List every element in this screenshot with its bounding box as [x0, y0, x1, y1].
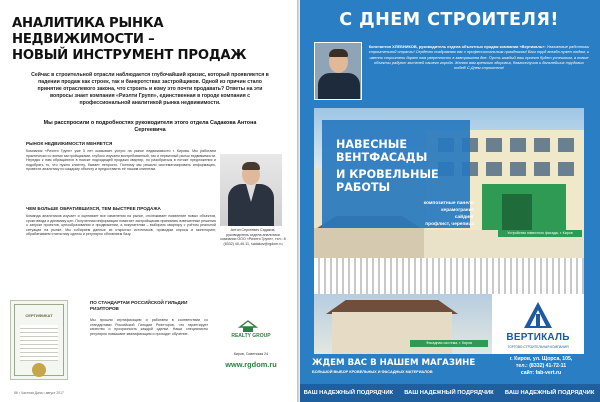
promo-box: [322, 120, 474, 228]
section-heading-2: ЧЕМ БОЛЬШЕ ОБРАТИВШИХСЯ, ТЕМ БЫСТРЕЕ ПРОДАЖА: [26, 206, 161, 211]
certificate-label: СЕРТИФИКАТ: [25, 313, 53, 318]
promo-item: композитные панели: [423, 201, 474, 206]
vertikal-mark-icon: [522, 300, 554, 330]
website-link[interactable]: www.rgdom.ru: [225, 360, 277, 369]
promo-items-list: [398, 200, 474, 228]
realty-group-logo: [214, 320, 288, 342]
promo-item: керамогранит: [441, 208, 474, 213]
greeting-text: Уважаемые работники строительной отрасли! Сердечно поздравляю вас с профессиональным праздником! Ваш труд всегда нужен людям, и именно строители дарят нам уверенность в завтрашнем дне. Пусть каждый ваш проект будет успешным, а новые объекты радуют жителей нашего города. Желаю вам крепкого здоровья, благополучия и дальнейших трудовых побед! С Днем строителя!: [368, 44, 590, 71]
slogan-item: ВАШ НАДЕЖНЫЙ ПОДРЯДЧИК: [404, 390, 494, 396]
site-line[interactable]: сайт: fab-vert.ru: [520, 370, 562, 376]
manager-photo: [314, 42, 362, 100]
page-gutter: [297, 0, 300, 402]
house-icon: [238, 320, 258, 332]
vertikal-logo-text: ВЕРТИКАЛЬ: [506, 332, 570, 343]
section-text-2: Команда аналитиков изучает и оценивает все изменения на рынке, отслеживает появление новых объектов, сроки ввода и динамику цен. Полученная информация помогает застройщикам принимать взвешенные решения о запуске проектов, ценообразовании и продвижении, а покупателям – выбирать квартиру с учётом реальной ситуации на рынке. Мы собираем данные из открытых источников, проводим опросы и мониторинг, обрабатываем статистику сделок и регулярно обновляем базу.: [26, 214, 216, 237]
address-line: г. Киров, ул. Щорса, 105,: [509, 356, 573, 362]
greeting-author: Константин ХЛЕБНИКОВ, руководитель отдела объектных продаж компании «Вертикаль»:: [368, 44, 546, 49]
right-page: [298, 0, 600, 402]
promo-item: сайдинг: [454, 215, 474, 220]
certificate-image: [10, 300, 68, 380]
promo-heading-2: И КРОВЕЛЬНЫЕ РАБОТЫ: [336, 168, 439, 194]
title-line-2: НОВЫЙ ИНСТРУМЕНТ ПРОДАЖ: [12, 48, 247, 63]
store-title: ЖДЕМ ВАС В НАШЕМ МАГАЗИНЕ: [312, 358, 476, 368]
author-photo: [220, 154, 282, 226]
facade-photo: [314, 108, 584, 294]
seal-icon: [32, 363, 46, 377]
phone-line: тел.: (8332) 41-72-11: [515, 363, 567, 369]
article-title: [12, 16, 292, 64]
article-subtitle: Мы расспросили о подробностях руководителя этого отдела Садакова Антона Сергеевича: [43, 120, 257, 133]
left-page: [0, 0, 298, 402]
photo-caption-1: Устройство навесного фасада, г. Киров: [498, 230, 582, 237]
article-intro: Сейчас в строительной отрасли наблюдается глубочайший кризис, который проявляется в падении продаж как строек, так и банкротствах застройщиков. Одной из причин стало принятие отраслевого закона, что строить и кому это почти продавать? Ответы на эти вопросы знает компания «Риэлти Групп», единственная в городе компания с профессиональной аналитикой рынка недвижимости.: [31, 72, 269, 106]
vertikal-tagline: ТОРГОВО-СТРОИТЕЛЬНАЯ КОМПАНИЯ: [507, 345, 569, 349]
realty-logo-text: REALTY GROUP: [231, 333, 271, 339]
title-line-1: АНАЛИТИКА РЫНКА НЕДВИЖИМОСТИ –: [12, 16, 164, 47]
section-text-3: Мы прошли сертификацию и работаем в соответствии со стандартами Российской Гильдии Риэлторов, что гарантирует качество и прозрачность каждой сделки. Наши специалисты регулярно повышают квалификацию и проходят обучение.: [90, 318, 208, 336]
greeting-block: [368, 44, 590, 70]
section-heading-1: РЫНОК НЕДВИЖИМОСТИ МЕНЯЕТСЯ: [26, 141, 113, 146]
greeting-headline: С ДНЕМ СТРОИТЕЛЯ!: [339, 10, 559, 30]
section-heading-3: ПО СТАНДАРТАМ РОССИЙСКОЙ ГИЛЬДИИ РИЭЛТОРОВ: [90, 300, 188, 311]
contacts-text: Киров, Советская 24: [233, 352, 269, 356]
slogan-item: ВАШ НАДЕЖНЫЙ ПОДРЯДЧИК: [504, 390, 595, 396]
store-address: [494, 356, 588, 377]
section-text-1: Компания «Риэлти Групп» уже 5 лет оказывает услуги на рынке недвижимости г. Кирова. Мы работаем практически со всеми застройщиками, глубоко изучаем востребованный, так и первичный рынок недвижимости. Нередко к нам обращаются в поиске подходящей продажи квартир, но разобраться в потоке предложения и подобрать то, что нужно клиенту, бывает непросто. Поэтому мы решили систематизировать информацию, провести аналитику по каждому объекту и предоставить её нашим клиентам.: [26, 149, 216, 172]
promo-heading-1: НАВЕСНЫЕ ВЕНТФАСАДЫ: [336, 138, 428, 164]
vertikal-logo: [492, 294, 584, 354]
author-caption: Антон Сергеевич Садаков, руководитель отдела аналитики компании ООО «Риэлти Групп», тел.: 8 (8332) 40-40-11, sadakov@rgdom.ru: [220, 228, 286, 246]
store-subtitle: БОЛЬШОЙ ВЫБОР КРОВЕЛЬНЫХ И ФАСАДНЫХ МАТЕРИАЛОВ: [312, 370, 433, 374]
page-folio: 56 • Частная Дача • август 2017: [14, 391, 64, 395]
slogan-strip: [298, 384, 600, 402]
photo-caption-2: Фасадная система, г. Киров: [410, 340, 488, 347]
promo-item: профлист, черепица: [425, 222, 474, 227]
slogan-item: ВАШ НАДЕЖНЫЙ ПОДРЯДЧИК: [303, 390, 394, 396]
